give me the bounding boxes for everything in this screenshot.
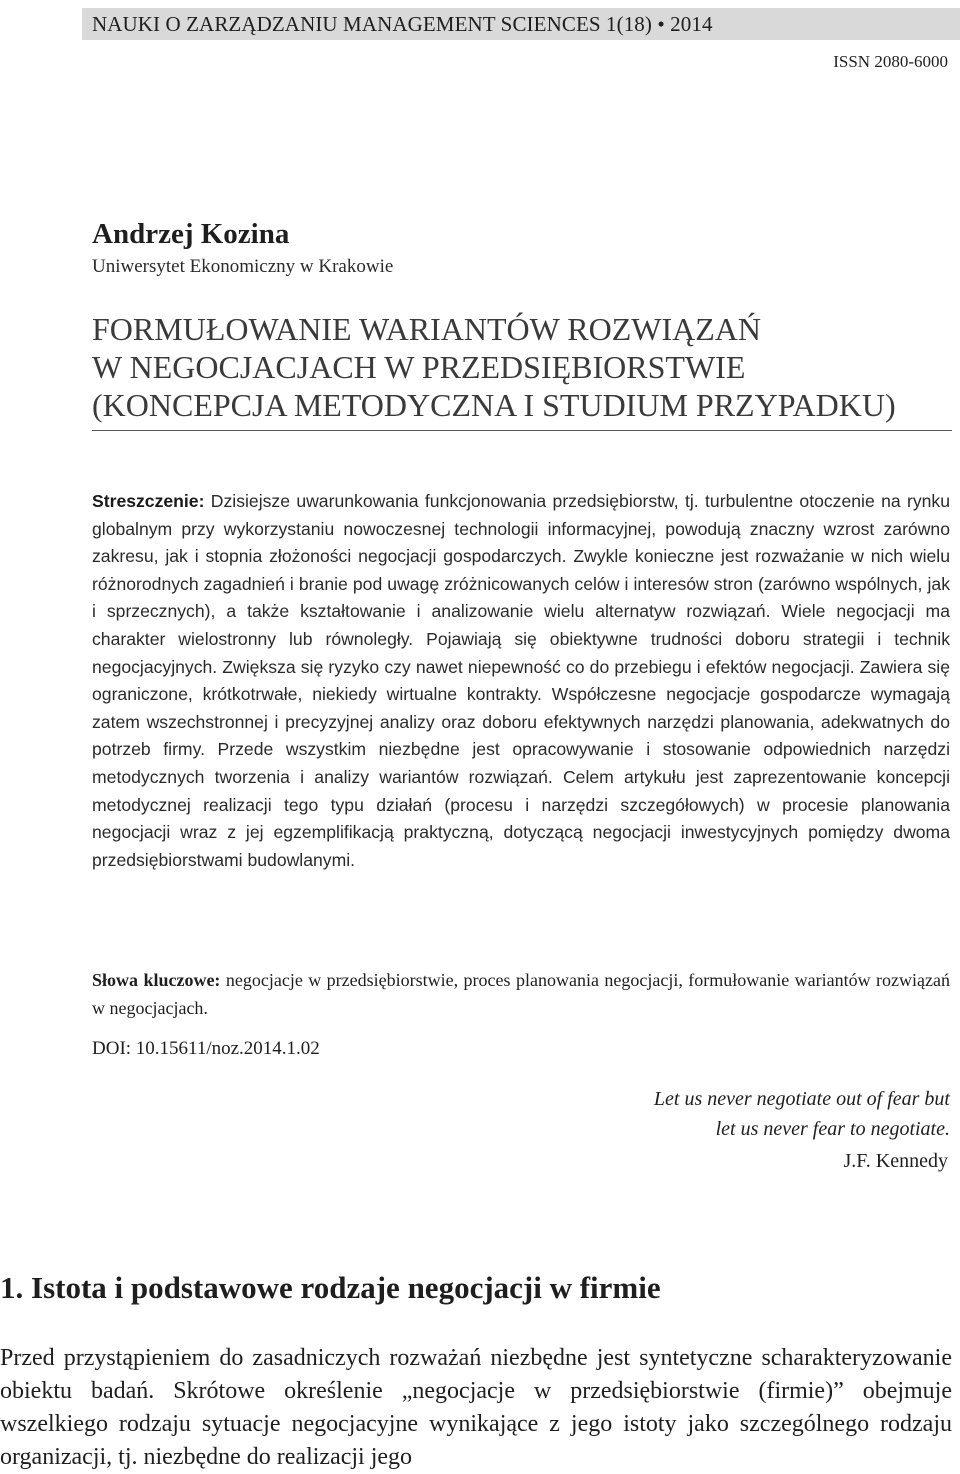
epigraph-author: J.F. Kennedy <box>843 1150 948 1172</box>
epigraph-line: let us never fear to negotiate. <box>715 1118 950 1140</box>
issn: ISSN 2080-6000 <box>833 52 948 71</box>
title-line: W NEGOCJACJACH W PRZEDSIĘBIORSTWIE <box>92 349 746 385</box>
journal-header: NAUKI O ZARZĄDZANIU MANAGEMENT SCIENCES 1(18) • 2014 <box>92 12 713 36</box>
title-line: (KONCEPCJA METODYCZNA I STUDIUM PRZYPADKU) <box>92 387 896 423</box>
keywords-label: Słowa kluczowe: <box>92 970 221 990</box>
epigraph-line: Let us never negotiate out of fear but <box>653 1088 950 1110</box>
doi: DOI: 10.15611/noz.2014.1.02 <box>92 1038 320 1059</box>
section-body: Przed przystąpieniem do zasadniczych rozważań niezbędne jest syntetyczne scharakteryzowanie obiektu badań. Skrótowe określenie „negocjacje w przedsiębiorstwie (firmie)” obejmuje wszelkiego rodzaju sytuacje negocjacyjne wynikające z jego istoty jako szczególnego rodzaju organizacji, tj. niezbędne do realizacji jego <box>0 1345 952 1470</box>
author-name: Andrzej Kozina <box>92 218 290 250</box>
keywords-text: negocjacje w przedsiębiorstwie, proces planowania negocjacji, formułowanie wariantów rozwiązań w negocjacjach. <box>92 970 950 1018</box>
epigraph <box>654 1084 950 1144</box>
paper-title <box>92 310 896 424</box>
section-heading: 1. Istota i podstawowe rodzaje negocjacji w firmie <box>0 1270 661 1305</box>
header-margin <box>0 8 82 40</box>
author-affiliation: Uniwersytet Ekonomiczny w Krakowie <box>92 256 394 277</box>
abstract-text: Dzisiejsze uwarunkowania funkcjonowania przedsiębiorstw, tj. turbulentne otoczenie na rynku globalnym przy wykorzystaniu nowoczesnej technologii informacyjnej, powodują znaczny wzrost zarówno zakresu, jak i stopnia złożoności negocjacji gospodarczych. Zwykle konieczne jest rozważanie w nich wielu różnorodnych zagadnień i branie pod uwagę zróżnicowanych celów i interesów stron (zarówno wspólnych, jak i sprzecznych), a także kształtowanie i analizowanie wielu alternatyw rozwiązań. Wiele negocjacji ma charakter wielostronny lub równoległy. Pojawiają się obiektywne trudności doboru strategii i technik negocjacyjnych. Zwiększa się ryzyko czy nawet niepewność co do przebiegu i efektów negocjacji. Zawiera się ograniczone, krótkotrwałe, niekiedy wirtualne kontrakty. Współczesne negocjacje gospodarcze wymagają zatem wszechstronnej i precyzyjnej analizy oraz doboru efektywnych narzędzi planowania, adekwatnych do potrzeb firmy. Przede wszystkim niezbędne jest opracowywanie i stosowanie odpowiednich narzędzi metodycznych tworzenia i analizy wariantów rozwiązań. Celem artykułu jest zaprezentowanie koncepcji metodycznej realizacji tego typu działań (procesu i narzędzi szczegółowych) w procesie planowania negocjacji wraz z jej egzemplifikacją praktyczną, dotyczącą negocjacji inwestycyjnych pomiędzy dwoma przedsiębiorstwami budowlanymi. <box>92 491 950 870</box>
abstract <box>92 488 950 874</box>
keywords <box>92 966 950 1022</box>
title-line: FORMUŁOWANIE WARIANTÓW ROZWIĄZAŃ <box>92 311 761 347</box>
title-divider <box>92 430 952 431</box>
abstract-label: Streszczenie: <box>92 491 205 511</box>
